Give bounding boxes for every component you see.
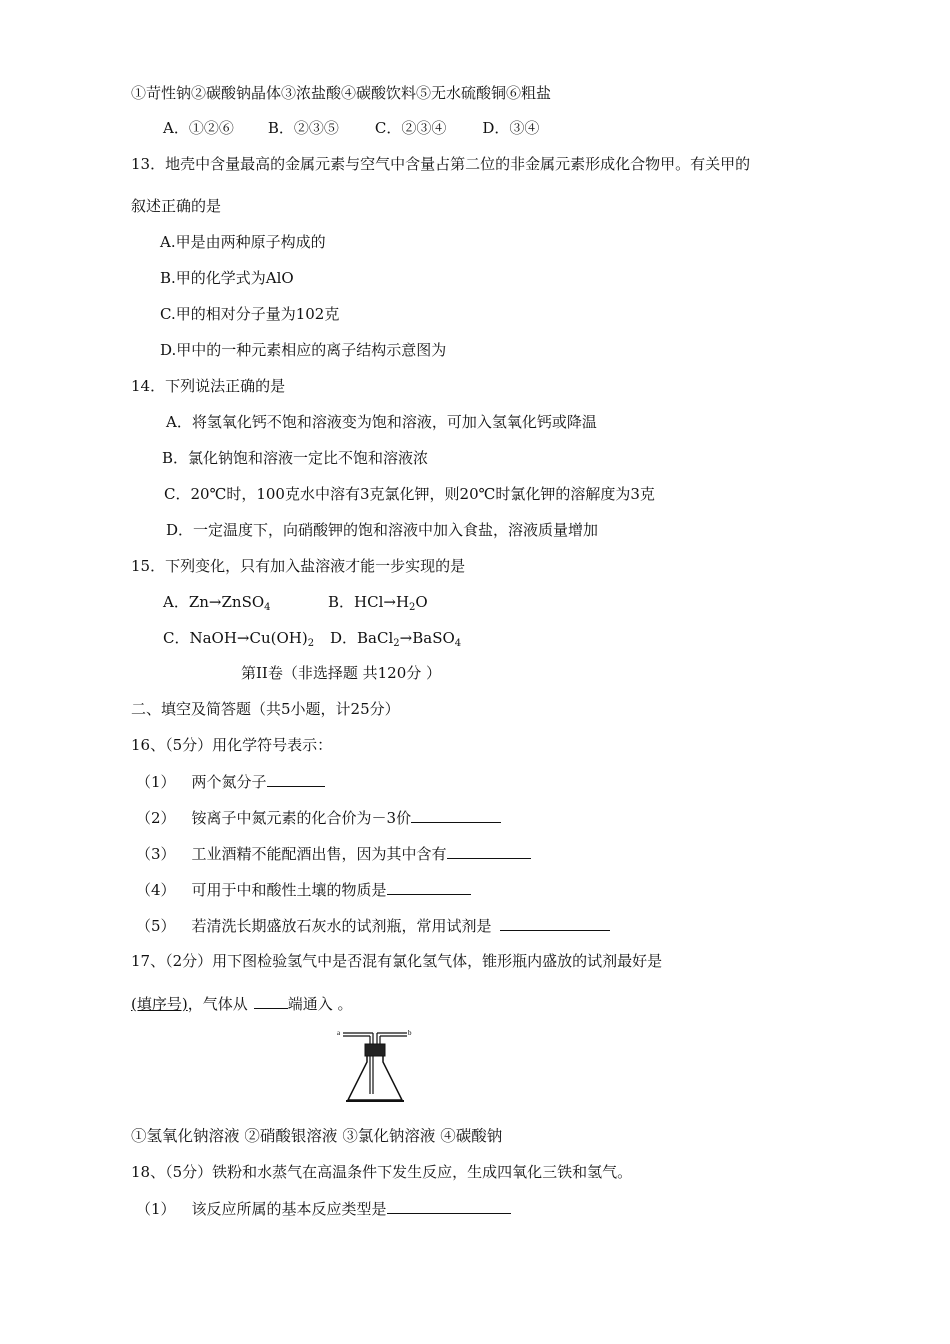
part2-title: 第II卷（非选择题 共120分 ） xyxy=(241,664,442,682)
q16-item-2-text: 铵离子中氮元素的化合价为－3价 xyxy=(191,809,412,827)
q17-blank xyxy=(254,993,288,1009)
q18-stem: 18、（5分）铁粉和水蒸气在高温条件下发生反应，生成四氧化三铁和氢气。 xyxy=(131,1163,633,1181)
q18-item-1-num: （1） xyxy=(136,1200,176,1218)
q15-a-sub: 4 xyxy=(264,602,271,613)
q17-stem-line2 xyxy=(131,993,353,1014)
q13-option-a: A.甲是由两种原子构成的 xyxy=(160,233,326,251)
q12-items: ①苛性钠②碳酸钠晶体③浓盐酸④碳酸饮料⑤无水硫酸铜⑥粗盐 xyxy=(131,84,552,102)
q15-option-a xyxy=(163,592,271,612)
gas-washing-flask-diagram xyxy=(330,1024,420,1106)
q14-option-d: D．一定温度下，向硝酸钾的饱和溶液中加入食盐，溶液质量增加 xyxy=(166,521,599,539)
q15-d-sub: 2 xyxy=(393,638,400,649)
q17-options: ①氢氧化钠溶液 ②硝酸银溶液 ③氯化钠溶液 ④碳酸钠 xyxy=(131,1127,503,1145)
q16-item-3-text: 工业酒精不能配酒出售，因为其中含有 xyxy=(191,845,447,863)
q16-item-2-num: （2） xyxy=(136,809,176,827)
q15-b-text: B．HCl→H xyxy=(328,593,410,611)
q12-option-a: A．①②⑥ xyxy=(163,119,234,137)
q13-stem-line1: 13．地壳中含量最高的金属元素与空气中含量占第二位的非金属元素形成化合物甲。有关甲的 xyxy=(131,155,751,173)
q17-stem-end: 端通入 。 xyxy=(287,995,353,1013)
q16-item-1 xyxy=(136,771,325,792)
q16-item-5-num: （5） xyxy=(136,917,176,935)
q15-c-text: C．NaOH→Cu(OH) xyxy=(163,629,308,647)
q12-option-b: B．②③⑤ xyxy=(267,119,339,137)
q13-option-c: C.甲的相对分子量为102克 xyxy=(160,305,340,323)
q14-stem: 14．下列说法正确的是 xyxy=(131,377,286,395)
q13-stem-line2: 叙述正确的是 xyxy=(131,197,222,215)
q16-item-5 xyxy=(136,915,610,936)
section2-title: 二、填空及简答题（共5小题，计25分） xyxy=(131,700,400,718)
q16-item-3 xyxy=(136,843,531,864)
q16-item-1-num: （1） xyxy=(136,773,176,791)
q15-stem: 15．下列变化，只有加入盐溶液才能一步实现的是 xyxy=(131,557,466,575)
q17-stem-line1: 17、（2分）用下图检验氢气中是否混有氯化氢气体，锥形瓶内盛放的试剂最好是 xyxy=(131,952,663,970)
q14-option-c: C．20℃时，100克水中溶有3克氯化钾，则20℃时氯化钾的溶解度为3克 xyxy=(164,485,655,503)
q15-option-b xyxy=(328,592,428,612)
q12-options xyxy=(163,118,539,138)
q16-item-4-blank xyxy=(387,879,471,895)
q16-item-1-blank xyxy=(267,771,325,787)
flask-inlet-label-a: a xyxy=(337,1029,341,1037)
q16-item-3-blank xyxy=(447,843,531,859)
q14-option-b: B．氯化钠饱和溶液一定比不饱和溶液浓 xyxy=(162,449,429,467)
q18-item-1-text: 该反应所属的基本反应类型是 xyxy=(191,1200,387,1218)
q15-d-text: D．BaCl xyxy=(330,629,394,647)
q12-option-d: D．③④ xyxy=(482,119,540,137)
q16-item-1-text: 两个氮分子 xyxy=(191,773,267,791)
q16-item-5-text: 若清洗长期盛放石灰水的试剂瓶，常用试剂是 xyxy=(191,917,492,935)
q15-a-text: A．Zn→ZnSO xyxy=(163,593,265,611)
q16-item-3-num: （3） xyxy=(136,845,176,863)
q15-b-sub: 2 xyxy=(409,602,416,613)
q17-stem-mid: ，气体从 xyxy=(187,995,248,1013)
q13-option-d: D.甲中的一种元素相应的离子结构示意图为 xyxy=(160,341,447,359)
q16-item-4-text: 可用于中和酸性土壤的物质是 xyxy=(191,881,387,899)
q16-stem: 16、（5分）用化学符号表示： xyxy=(131,736,333,754)
flask-inlet-label-b: b xyxy=(408,1029,412,1037)
q15-d-mid: →BaSO xyxy=(399,629,455,647)
q17-fill-hint: (填序号) xyxy=(131,995,188,1013)
q16-item-2 xyxy=(136,807,501,828)
q16-item-5-blank xyxy=(500,915,610,931)
q18-item-1 xyxy=(136,1198,511,1219)
q12-option-c: C．②③④ xyxy=(374,119,447,137)
q16-item-2-blank xyxy=(411,807,501,823)
q15-option-d xyxy=(330,628,461,648)
q15-d-sub2: 4 xyxy=(454,638,462,649)
q16-item-4-num: （4） xyxy=(136,881,176,899)
q15-c-sub: 2 xyxy=(307,638,315,649)
q18-item-1-blank xyxy=(387,1198,511,1214)
q16-item-4 xyxy=(136,879,471,900)
q15-option-c xyxy=(163,628,314,648)
q13-option-b: B.甲的化学式为AlO xyxy=(160,269,294,287)
q15-b-tail: O xyxy=(415,593,428,611)
q14-option-a: A．将氢氧化钙不饱和溶液变为饱和溶液，可加入氢氧化钙或降温 xyxy=(166,413,597,431)
